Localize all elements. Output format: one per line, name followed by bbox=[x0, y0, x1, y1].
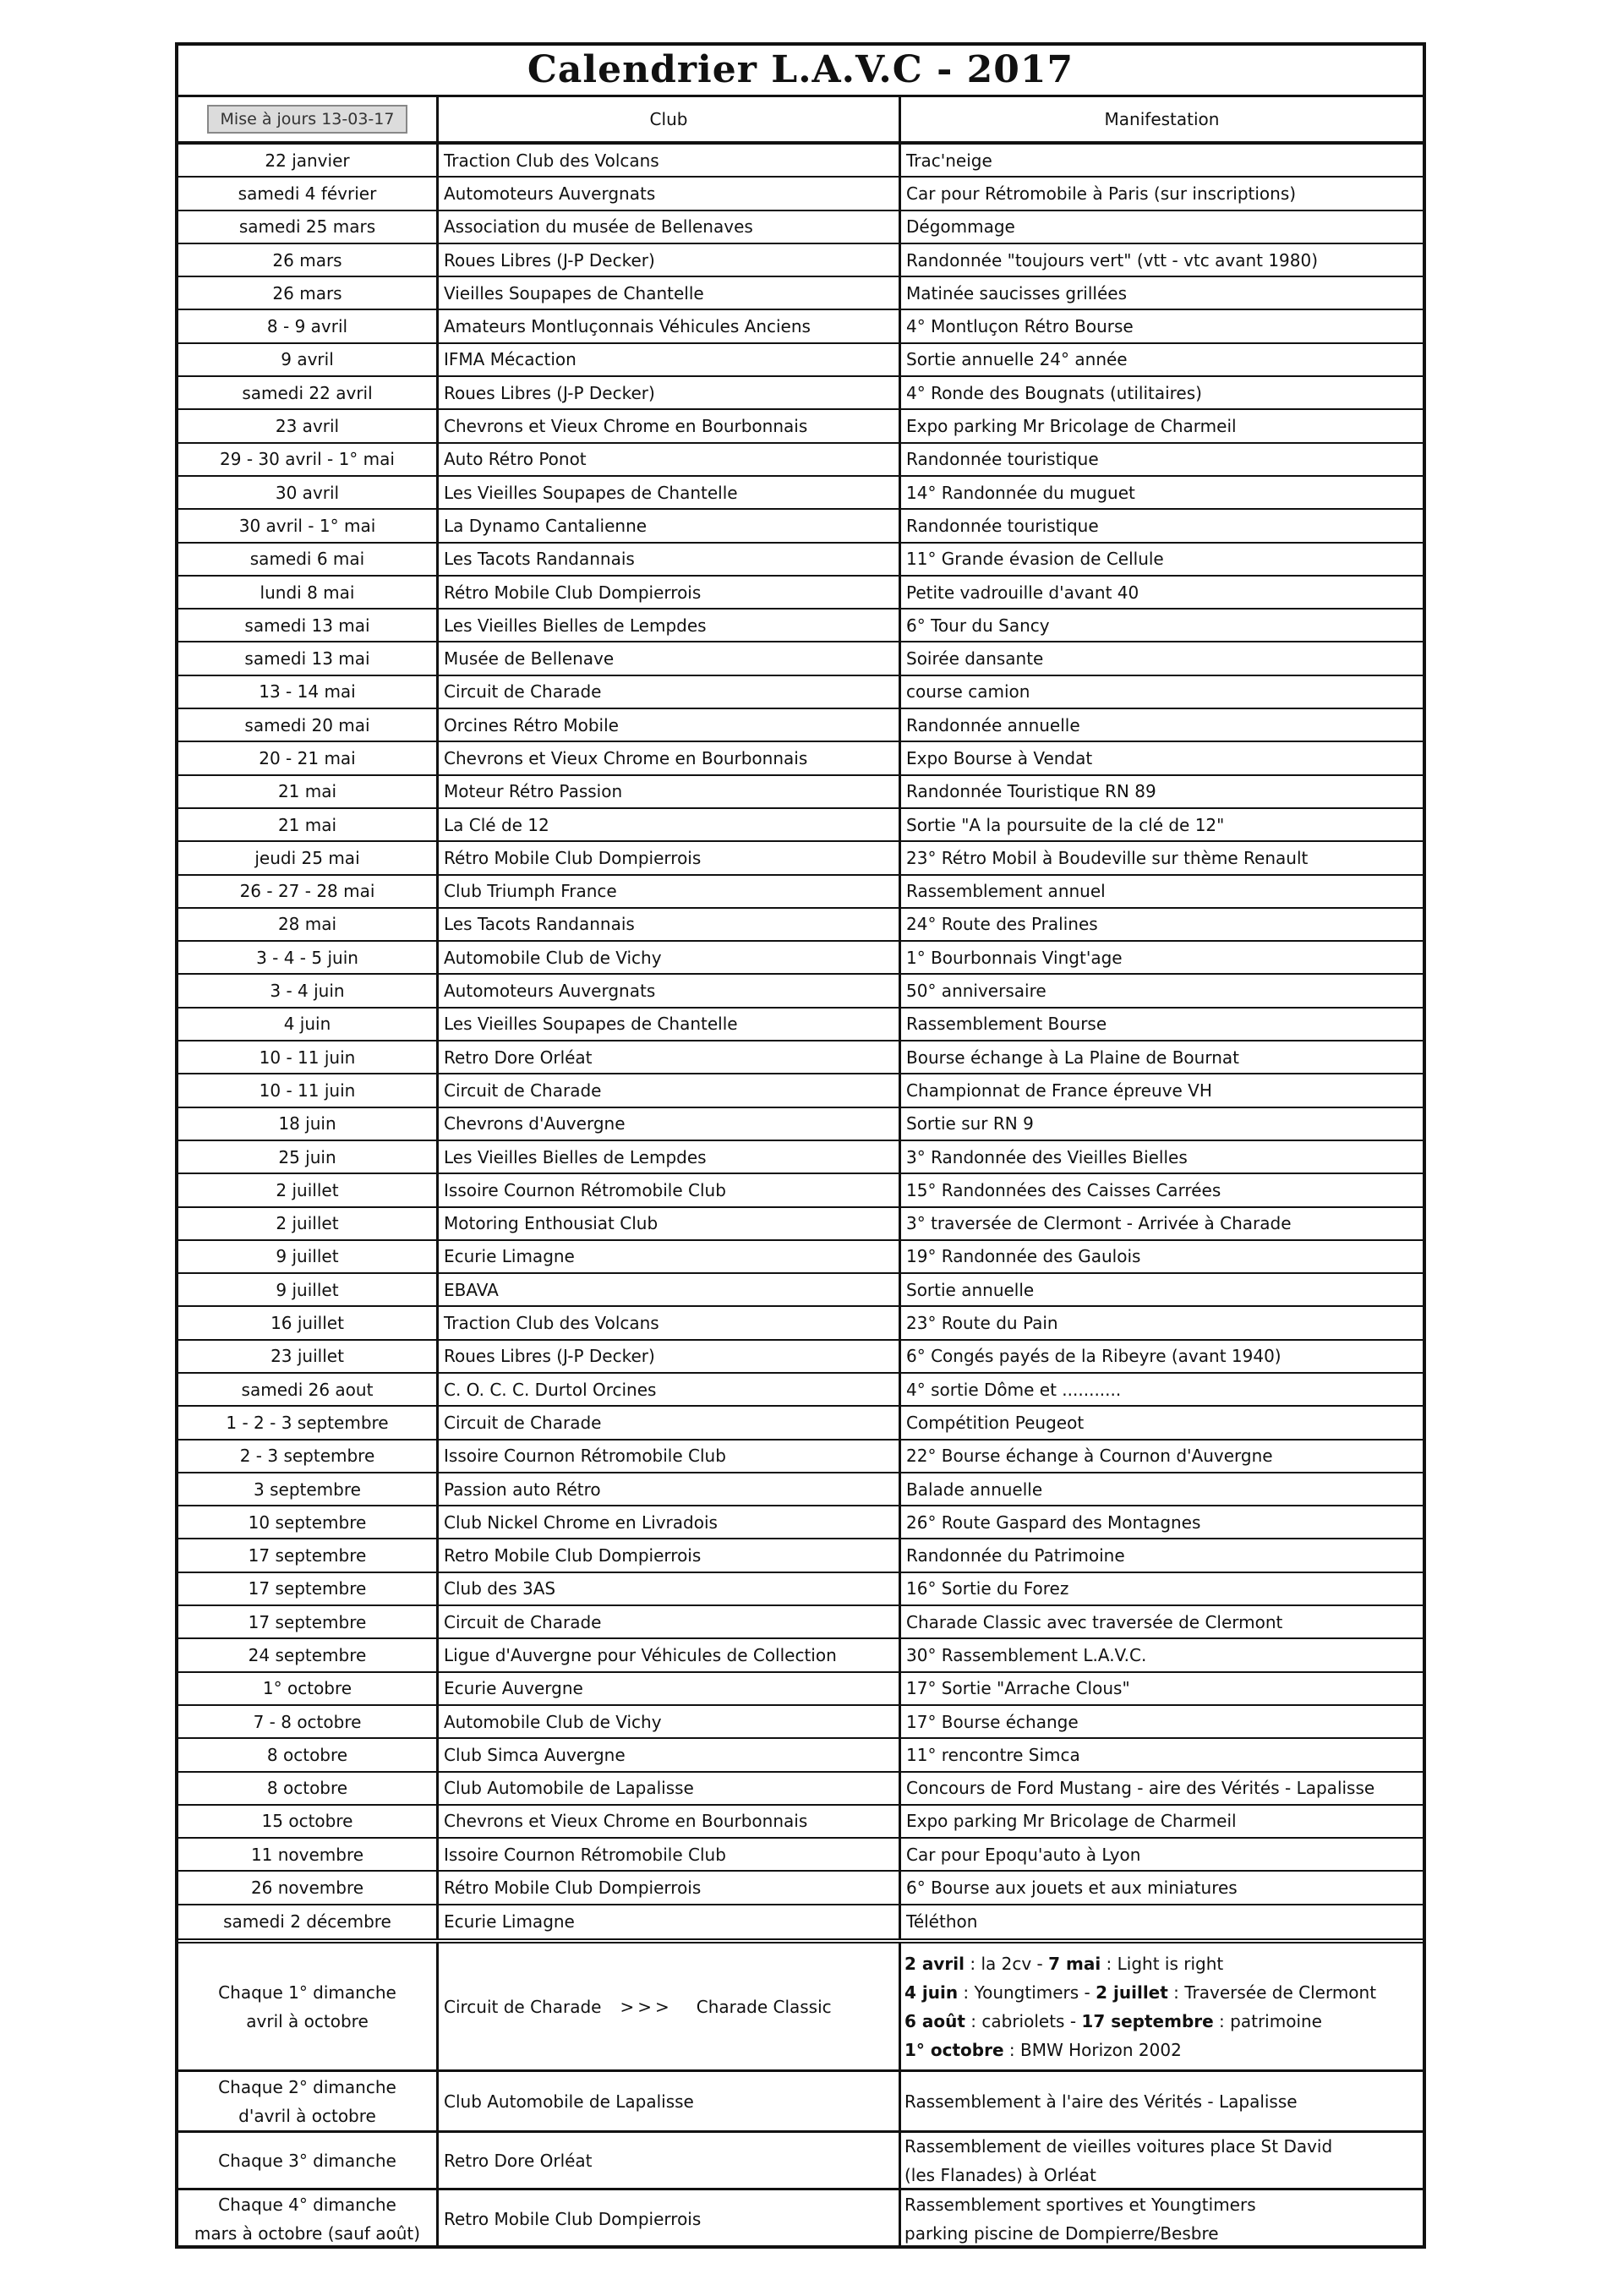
event-manifestation: Dégommage bbox=[906, 216, 1015, 238]
arrow-glyph: >>> bbox=[620, 1996, 673, 2017]
event-manifestation: 24° Route des Pralines bbox=[906, 914, 1098, 935]
event-club: Roues Libres (J-P Decker) bbox=[439, 377, 901, 408]
event-club: Automobile Club de Vichy bbox=[439, 942, 901, 973]
event-text: : Youngtimers - bbox=[958, 1982, 1096, 2003]
recurring-club bbox=[439, 2190, 901, 2248]
event-date: samedi 25 mars bbox=[178, 211, 439, 243]
event-club: Automoteurs Auvergnats bbox=[439, 975, 901, 1006]
event-manifestation: Car pour Epoqu'auto à Lyon bbox=[906, 1844, 1141, 1865]
recurring-date-line: Chaque 1° dimanche bbox=[218, 1982, 396, 2003]
recurring-club-name: Club Automobile de Lapalisse bbox=[444, 2091, 694, 2112]
event-manifestation: 23° Route du Pain bbox=[906, 1313, 1058, 1334]
table-row bbox=[178, 1806, 1423, 1839]
event-date: 25 juin bbox=[178, 1141, 439, 1173]
recurring-date bbox=[178, 1943, 439, 2069]
page-title: Calendrier L.A.V.C - 2017 bbox=[178, 46, 1423, 97]
event-manifestation: Expo parking Mr Bricolage de Charmeil bbox=[906, 416, 1237, 437]
table-row bbox=[178, 410, 1423, 443]
table-row bbox=[178, 1673, 1423, 1706]
event-line bbox=[904, 1978, 1376, 2007]
event-text: : Traversée de Clermont bbox=[1167, 1982, 1377, 2003]
event-club: Motoring Enthousiat Club bbox=[439, 1208, 901, 1239]
header-manifestation: Manifestation bbox=[1104, 109, 1220, 129]
table-row bbox=[178, 676, 1423, 709]
event-date: 23 juillet bbox=[178, 1341, 439, 1372]
event-date: 1° octobre bbox=[904, 2039, 1004, 2060]
event-manifestation: Concours de Ford Mustang - aire des Vérités - Lapalisse bbox=[906, 1778, 1375, 1799]
table-row bbox=[178, 277, 1423, 310]
event-date: 26 - 27 - 28 mai bbox=[178, 876, 439, 907]
event-date: 9 juillet bbox=[178, 1241, 439, 1272]
event-date: 26 mars bbox=[178, 277, 439, 309]
recurring-row bbox=[178, 2190, 1423, 2248]
event-date: 11 novembre bbox=[178, 1839, 439, 1870]
table-row bbox=[178, 942, 1423, 975]
event-date: 1 - 2 - 3 septembre bbox=[178, 1407, 439, 1438]
event-club: Chevrons et Vieux Chrome en Bourbonnais bbox=[439, 1806, 901, 1837]
table-row bbox=[178, 1872, 1423, 1905]
recurring-date-line: mars à octobre (sauf août) bbox=[194, 2223, 421, 2244]
event-club: Chevrons et Vieux Chrome en Bourbonnais bbox=[439, 742, 901, 774]
event-club: Automobile Club de Vichy bbox=[439, 1706, 901, 1737]
event-date: 7 - 8 octobre bbox=[178, 1706, 439, 1737]
event-manifestation: Compétition Peugeot bbox=[906, 1412, 1085, 1433]
event-club: Association du musée de Bellenaves bbox=[439, 211, 901, 243]
event-date: 21 mai bbox=[178, 809, 439, 840]
recurring-date-line: Chaque 2° dimanche bbox=[218, 2076, 396, 2097]
event-club: Vieilles Soupapes de Chantelle bbox=[439, 277, 901, 309]
table-row bbox=[178, 909, 1423, 942]
table-row bbox=[178, 1141, 1423, 1174]
table-row bbox=[178, 876, 1423, 909]
table-row bbox=[178, 642, 1423, 675]
table-row bbox=[178, 742, 1423, 775]
event-manifestation: 11° rencontre Simca bbox=[906, 1744, 1080, 1765]
event-date: 30 avril - 1° mai bbox=[178, 510, 439, 541]
event-club: Les Vieilles Bielles de Lempdes bbox=[439, 610, 901, 641]
event-date: 7 mai bbox=[1048, 1953, 1101, 1974]
event-manifestation: Randonnée du Patrimoine bbox=[906, 1545, 1125, 1566]
event-club: Orcines Rétro Mobile bbox=[439, 709, 901, 741]
event-date: jeudi 25 mai bbox=[178, 842, 439, 873]
event-club: Ecurie Limagne bbox=[439, 1241, 901, 1272]
event-manifestation: 6° Tour du Sancy bbox=[906, 615, 1050, 636]
event-date: samedi 2 décembre bbox=[178, 1905, 439, 1938]
event-manifestation: Randonnée touristique bbox=[906, 449, 1099, 470]
table-row bbox=[178, 1639, 1423, 1672]
event-date: 17 septembre bbox=[178, 1606, 439, 1637]
event-manifestation: 17° Bourse échange bbox=[906, 1711, 1079, 1732]
event-manifestation: 50° anniversaire bbox=[906, 981, 1046, 1002]
event-manifestation: 6° Bourse aux jouets et aux miniatures bbox=[906, 1878, 1238, 1899]
table-row bbox=[178, 211, 1423, 244]
recurring-row bbox=[178, 2133, 1423, 2190]
event-date: samedi 13 mai bbox=[178, 642, 439, 674]
table-row bbox=[178, 344, 1423, 377]
table-row bbox=[178, 776, 1423, 809]
event-club: Roues Libres (J-P Decker) bbox=[439, 1341, 901, 1372]
event-line bbox=[904, 2036, 1182, 2064]
event-manifestation: Sortie sur RN 9 bbox=[906, 1113, 1034, 1134]
event-manifestation: 22° Bourse échange à Cournon d'Auvergne bbox=[906, 1446, 1273, 1467]
event-club: Circuit de Charade bbox=[439, 1407, 901, 1438]
table-row bbox=[178, 544, 1423, 577]
table-row bbox=[178, 842, 1423, 875]
event-date: 3 - 4 - 5 juin bbox=[178, 942, 439, 973]
event-date: 2 - 3 septembre bbox=[178, 1440, 439, 1472]
table-row bbox=[178, 1374, 1423, 1407]
event-club: La Dynamo Cantalienne bbox=[439, 510, 901, 541]
event-manifestation: 17° Sortie "Arrache Clous" bbox=[906, 1678, 1130, 1699]
table-row bbox=[178, 1108, 1423, 1141]
table-row bbox=[178, 1407, 1423, 1440]
recurring-date-line: d'avril à octobre bbox=[238, 2105, 376, 2126]
event-club: Les Vieilles Soupapes de Chantelle bbox=[439, 1009, 901, 1040]
event-club: Circuit de Charade bbox=[439, 1606, 901, 1637]
event-manifestation: Rassemblement annuel bbox=[906, 881, 1106, 902]
event-club: Roues Libres (J-P Decker) bbox=[439, 244, 901, 276]
event-date: 2 juillet bbox=[178, 1174, 439, 1205]
event-manifestation: Car pour Rétromobile à Paris (sur inscriptions) bbox=[906, 183, 1297, 204]
event-date: 9 juillet bbox=[178, 1274, 439, 1305]
event-club: Ligue d'Auvergne pour Véhicules de Collection bbox=[439, 1639, 901, 1670]
event-date: 13 - 14 mai bbox=[178, 676, 439, 708]
table-row bbox=[178, 1174, 1423, 1207]
event-manifestation: Randonnée annuelle bbox=[906, 714, 1080, 735]
event-manifestation: 15° Randonnées des Caisses Carrées bbox=[906, 1179, 1221, 1200]
event-club: Les Vieilles Soupapes de Chantelle bbox=[439, 477, 901, 508]
recurring-event bbox=[901, 2133, 1423, 2188]
event-club: C. O. C. C. Durtol Orcines bbox=[439, 1374, 901, 1405]
event-club: Les Tacots Randannais bbox=[439, 544, 901, 575]
table-row bbox=[178, 244, 1423, 277]
event-manifestation: Téléthon bbox=[906, 1911, 978, 1932]
event-manifestation: Sortie annuelle bbox=[906, 1279, 1035, 1300]
event-club: Club Triumph France bbox=[439, 876, 901, 907]
recurring-club-name: Retro Dore Orléat bbox=[444, 2150, 593, 2171]
event-date: 8 - 9 avril bbox=[178, 310, 439, 342]
events-table bbox=[178, 145, 1423, 1943]
event-manifestation: Bourse échange à La Plaine de Bournat bbox=[906, 1047, 1239, 1068]
event-date: 4 juin bbox=[904, 1982, 959, 2003]
event-manifestation: course camion bbox=[906, 681, 1030, 702]
event-club: Club Simca Auvergne bbox=[439, 1739, 901, 1770]
calendar-document bbox=[175, 42, 1426, 2249]
event-line: parking piscine de Dompierre/Besbre bbox=[904, 2223, 1219, 2244]
table-row bbox=[178, 1074, 1423, 1107]
recurring-event bbox=[901, 2190, 1423, 2248]
event-manifestation: 16° Sortie du Forez bbox=[906, 1578, 1069, 1599]
event-date: 6 août bbox=[904, 2010, 965, 2031]
event-manifestation: 3° traversée de Clermont - Arrivée à Charade bbox=[906, 1213, 1292, 1234]
table-row bbox=[178, 1739, 1423, 1772]
table-row bbox=[178, 477, 1423, 510]
event-manifestation: Randonnée Touristique RN 89 bbox=[906, 781, 1156, 802]
event-manifestation: Expo Bourse à Vendat bbox=[906, 747, 1093, 768]
event-line: (les Flanades) à Orléat bbox=[904, 2164, 1096, 2185]
event-manifestation: 14° Randonnée du muguet bbox=[906, 482, 1135, 503]
event-club: Auto Rétro Ponot bbox=[439, 444, 901, 475]
table-row bbox=[178, 577, 1423, 610]
event-date: 2 avril bbox=[904, 1953, 965, 1974]
event-manifestation: Rassemblement Bourse bbox=[906, 1014, 1107, 1035]
event-manifestation: Championnat de France épreuve VH bbox=[906, 1080, 1212, 1101]
table-row bbox=[178, 709, 1423, 742]
header-date-cell bbox=[178, 97, 439, 141]
event-date: 9 avril bbox=[178, 344, 439, 375]
event-date: 23 avril bbox=[178, 410, 439, 441]
event-club: Retro Dore Orléat bbox=[439, 1041, 901, 1073]
event-date: 3 septembre bbox=[178, 1473, 439, 1505]
event-date: samedi 13 mai bbox=[178, 610, 439, 641]
event-manifestation: 1° Bourbonnais Vingt'age bbox=[906, 947, 1123, 968]
event-club: Moteur Rétro Passion bbox=[439, 776, 901, 807]
event-club: Ecurie Limagne bbox=[439, 1905, 901, 1938]
event-date: 3 - 4 juin bbox=[178, 975, 439, 1006]
recurring-date-line: avril à octobre bbox=[246, 2010, 369, 2031]
event-date: 4 juin bbox=[178, 1009, 439, 1040]
event-club: Issoire Cournon Rétromobile Club bbox=[439, 1839, 901, 1870]
event-club: Club Automobile de Lapalisse bbox=[439, 1773, 901, 1804]
event-date: 30 avril bbox=[178, 477, 439, 508]
table-row bbox=[178, 1241, 1423, 1274]
event-date: 26 mars bbox=[178, 244, 439, 276]
event-manifestation: 4° sortie Dôme et ........... bbox=[906, 1379, 1122, 1400]
recurring-event bbox=[901, 2072, 1423, 2130]
event-date: 8 octobre bbox=[178, 1739, 439, 1770]
table-row bbox=[178, 178, 1423, 210]
event-date: 18 juin bbox=[178, 1108, 439, 1140]
table-row bbox=[178, 1307, 1423, 1340]
event-manifestation: Sortie "A la poursuite de la clé de 12" bbox=[906, 814, 1225, 835]
table-row bbox=[178, 610, 1423, 642]
table-row bbox=[178, 1773, 1423, 1806]
event-date: 26 novembre bbox=[178, 1872, 439, 1903]
event-manifestation: 11° Grande évasion de Cellule bbox=[906, 549, 1164, 570]
table-row bbox=[178, 1573, 1423, 1606]
event-manifestation: Trac'neige bbox=[906, 150, 992, 171]
table-row bbox=[178, 377, 1423, 410]
table-row bbox=[178, 145, 1423, 178]
event-club: Circuit de Charade bbox=[439, 676, 901, 708]
event-text: : cabriolets - bbox=[965, 2010, 1082, 2031]
recurring-event bbox=[901, 1943, 1423, 2069]
event-club: Traction Club des Volcans bbox=[439, 145, 901, 176]
table-row bbox=[178, 1839, 1423, 1872]
event-date: 20 - 21 mai bbox=[178, 742, 439, 774]
table-row bbox=[178, 1208, 1423, 1241]
event-manifestation: 4° Ronde des Bougnats (utilitaires) bbox=[906, 382, 1202, 403]
event-club: Rétro Mobile Club Dompierrois bbox=[439, 1872, 901, 1903]
recurring-club bbox=[439, 2072, 901, 2130]
event-text: : la 2cv - bbox=[965, 1953, 1049, 1974]
event-club: Musée de Bellenave bbox=[439, 642, 901, 674]
recurring-club-name: Retro Mobile Club Dompierrois bbox=[444, 2209, 702, 2230]
event-date: samedi 6 mai bbox=[178, 544, 439, 575]
table-row bbox=[178, 1440, 1423, 1473]
event-manifestation: Randonnée touristique bbox=[906, 515, 1099, 536]
event-club: Passion auto Rétro bbox=[439, 1473, 901, 1505]
event-date: 10 septembre bbox=[178, 1506, 439, 1538]
event-date: 17 septembre bbox=[178, 1539, 439, 1571]
event-manifestation: 23° Rétro Mobil à Boudeville sur thème Renault bbox=[906, 847, 1309, 868]
header-club: Club bbox=[439, 97, 901, 141]
event-date: 10 - 11 juin bbox=[178, 1041, 439, 1073]
event-club: Traction Club des Volcans bbox=[439, 1307, 901, 1338]
event-club: Chevrons et Vieux Chrome en Bourbonnais bbox=[439, 410, 901, 441]
event-line: Rassemblement de vieilles voitures place St David bbox=[904, 2135, 1333, 2157]
table-row bbox=[178, 1506, 1423, 1539]
table-header bbox=[178, 97, 1423, 145]
event-manifestation: Soirée dansante bbox=[906, 648, 1044, 670]
event-club: Ecurie Auvergne bbox=[439, 1673, 901, 1704]
table-row bbox=[178, 1606, 1423, 1639]
event-text: : Light is right bbox=[1101, 1953, 1224, 1974]
event-manifestation: 6° Congés payés de la Ribeyre (avant 1940) bbox=[906, 1346, 1281, 1367]
event-date: samedi 20 mai bbox=[178, 709, 439, 741]
event-manifestation: Balade annuelle bbox=[906, 1479, 1043, 1500]
event-manifestation: Sortie annuelle 24° année bbox=[906, 349, 1128, 370]
event-club: Circuit de Charade bbox=[439, 1074, 901, 1106]
table-row bbox=[178, 1274, 1423, 1307]
event-line bbox=[904, 1949, 1223, 1978]
event-club: Chevrons d'Auvergne bbox=[439, 1108, 901, 1140]
event-club: EBAVA bbox=[439, 1274, 901, 1305]
event-date: 28 mai bbox=[178, 909, 439, 940]
event-line bbox=[904, 2007, 1322, 2036]
event-date: samedi 4 février bbox=[178, 178, 439, 209]
recurring-club-name: Circuit de Charade bbox=[444, 1996, 602, 2017]
recurring-date bbox=[178, 2072, 439, 2130]
event-date: 15 octobre bbox=[178, 1806, 439, 1837]
event-club: Les Vieilles Bielles de Lempdes bbox=[439, 1141, 901, 1173]
table-row bbox=[178, 1009, 1423, 1041]
table-row bbox=[178, 1539, 1423, 1572]
recurring-club-extra: Charade Classic bbox=[696, 1996, 832, 2017]
event-date: samedi 22 avril bbox=[178, 377, 439, 408]
event-date: 17 septembre bbox=[178, 1573, 439, 1604]
event-date: 17 septembre bbox=[1081, 2010, 1214, 2031]
recurring-row bbox=[178, 2072, 1423, 2133]
event-manifestation: Expo parking Mr Bricolage de Charmeil bbox=[906, 1811, 1237, 1832]
table-row bbox=[178, 444, 1423, 477]
event-manifestation: 3° Randonnée des Vieilles Bielles bbox=[906, 1146, 1188, 1167]
event-date: 10 - 11 juin bbox=[178, 1074, 439, 1106]
table-row bbox=[178, 975, 1423, 1008]
event-manifestation: Charade Classic avec traversée de Clermont bbox=[906, 1611, 1283, 1632]
event-date: 22 janvier bbox=[178, 145, 439, 176]
table-row bbox=[178, 1473, 1423, 1506]
update-stamp: Mise à jours 13-03-17 bbox=[207, 105, 408, 134]
event-manifestation: 4° Montluçon Rétro Bourse bbox=[906, 316, 1134, 337]
event-club: Retro Mobile Club Dompierrois bbox=[439, 1539, 901, 1571]
event-date: lundi 8 mai bbox=[178, 577, 439, 608]
event-club: Rétro Mobile Club Dompierrois bbox=[439, 577, 901, 608]
event-text: : BMW Horizon 2002 bbox=[1003, 2039, 1182, 2060]
event-manifestation: 26° Route Gaspard des Montagnes bbox=[906, 1512, 1201, 1533]
event-club: IFMA Mécaction bbox=[439, 344, 901, 375]
event-text: : patrimoine bbox=[1213, 2010, 1322, 2031]
recurring-club bbox=[439, 2133, 901, 2188]
recurring-date-line: Chaque 3° dimanche bbox=[218, 2150, 396, 2171]
event-manifestation: 19° Randonnée des Gaulois bbox=[906, 1246, 1141, 1267]
event-manifestation: 30° Rassemblement L.A.V.C. bbox=[906, 1645, 1147, 1665]
event-club: Club des 3AS bbox=[439, 1573, 901, 1604]
recurring-date bbox=[178, 2190, 439, 2248]
event-manifestation: Matinée saucisses grillées bbox=[906, 282, 1127, 303]
event-club: Automoteurs Auvergnats bbox=[439, 178, 901, 209]
event-date: 1° octobre bbox=[178, 1673, 439, 1704]
table-row bbox=[178, 510, 1423, 543]
event-club: Les Tacots Randannais bbox=[439, 909, 901, 940]
event-manifestation: Randonnée "toujours vert" (vtt - vtc avant 1980) bbox=[906, 249, 1319, 271]
table-row bbox=[178, 809, 1423, 842]
recurring-row bbox=[178, 1943, 1423, 2072]
event-date: 29 - 30 avril - 1° mai bbox=[178, 444, 439, 475]
event-date: samedi 26 aout bbox=[178, 1374, 439, 1405]
event-date: 21 mai bbox=[178, 776, 439, 807]
event-line: Rassemblement sportives et Youngtimers bbox=[904, 2195, 1256, 2216]
recurring-date bbox=[178, 2133, 439, 2188]
event-club: Amateurs Montluçonnais Véhicules Anciens bbox=[439, 310, 901, 342]
table-row bbox=[178, 310, 1423, 343]
table-row bbox=[178, 1041, 1423, 1074]
event-club: Club Nickel Chrome en Livradois bbox=[439, 1506, 901, 1538]
event-club: Issoire Cournon Rétromobile Club bbox=[439, 1174, 901, 1205]
event-manifestation: Petite vadrouille d'avant 40 bbox=[906, 582, 1139, 603]
event-date: 2 juillet bbox=[1096, 1982, 1168, 2003]
recurring-club bbox=[439, 1943, 901, 2069]
table-row bbox=[178, 1706, 1423, 1739]
event-date: 16 juillet bbox=[178, 1307, 439, 1338]
event-date: 8 octobre bbox=[178, 1773, 439, 1804]
table-row bbox=[178, 1341, 1423, 1374]
event-club: Issoire Cournon Rétromobile Club bbox=[439, 1440, 901, 1472]
recurring-events-table bbox=[178, 1943, 1423, 2248]
event-line: Rassemblement à l'aire des Vérités - Lapalisse bbox=[904, 2091, 1298, 2112]
event-date: 2 juillet bbox=[178, 1208, 439, 1239]
event-club: Rétro Mobile Club Dompierrois bbox=[439, 842, 901, 873]
recurring-date-line: Chaque 4° dimanche bbox=[218, 2195, 396, 2216]
event-date: 24 septembre bbox=[178, 1639, 439, 1670]
table-row bbox=[178, 1905, 1423, 1938]
event-club: La Clé de 12 bbox=[439, 809, 901, 840]
